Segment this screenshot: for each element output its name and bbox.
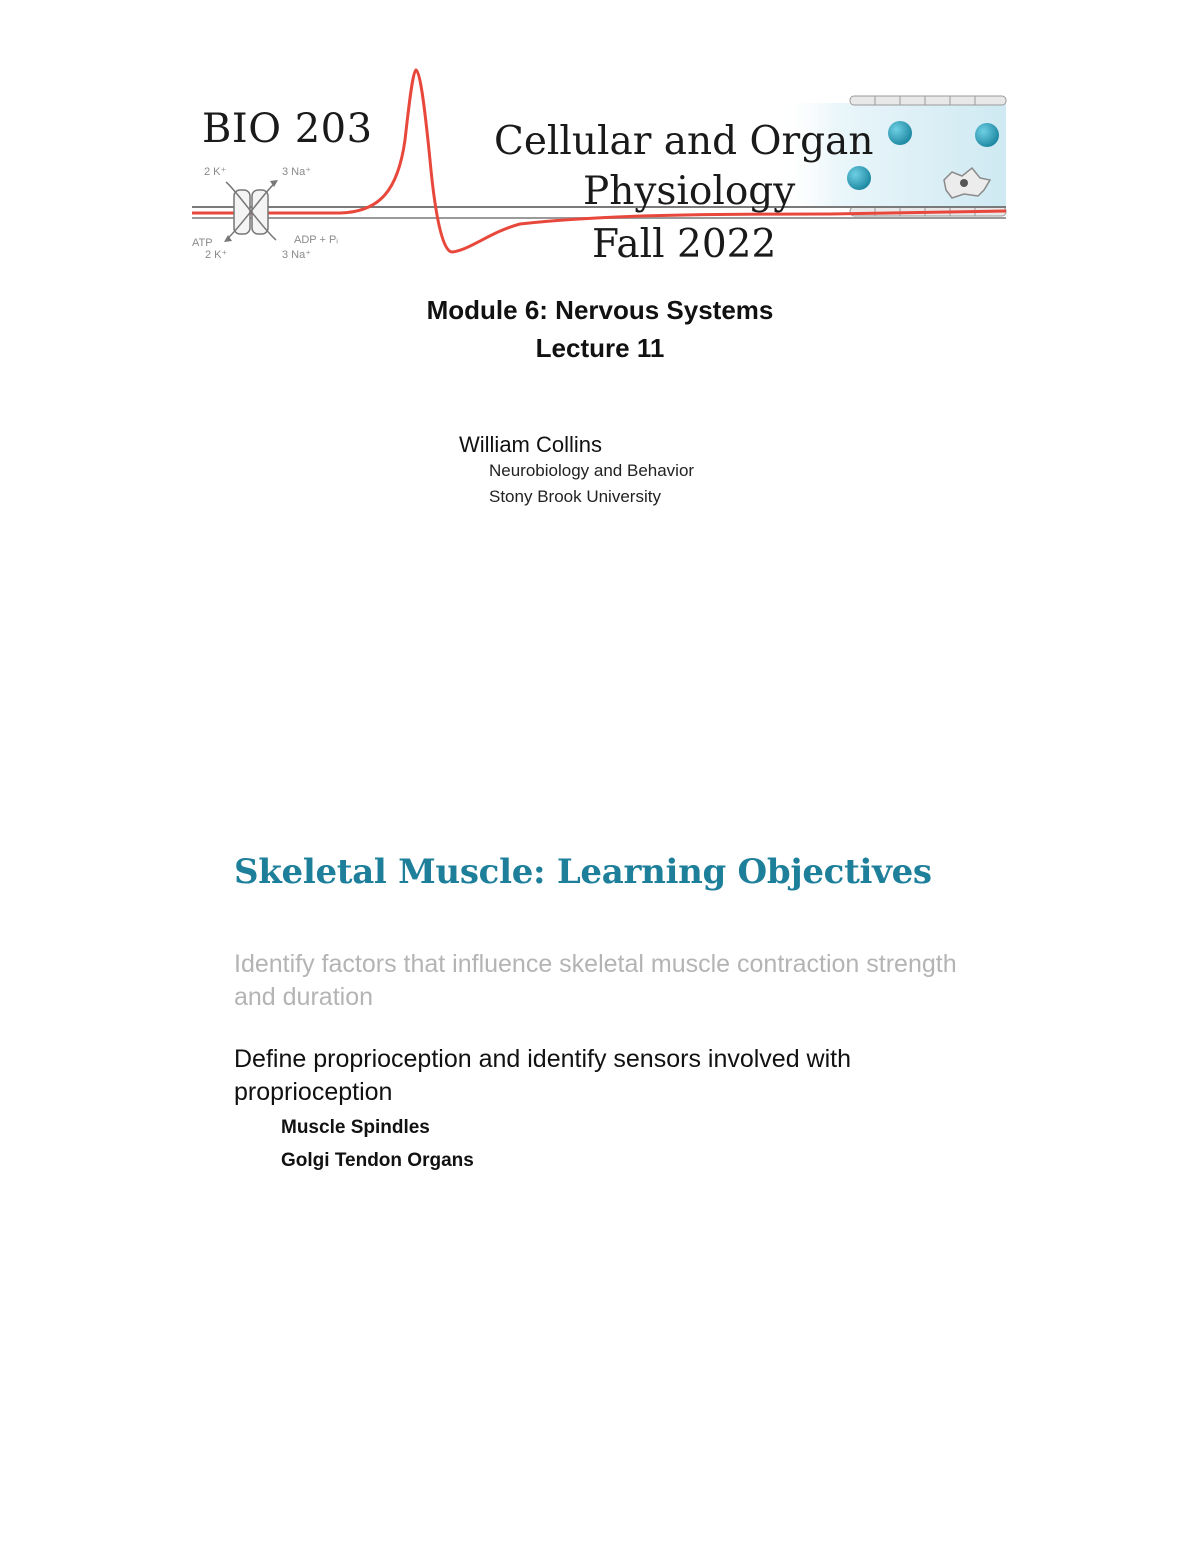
cell-icon xyxy=(975,123,999,147)
course-code: BIO 203 xyxy=(202,106,373,152)
objective-item: Identify factors that influence skeletal muscle contraction strength and duration xyxy=(234,950,957,1011)
ion-pump-icon xyxy=(224,180,278,242)
cell-icon xyxy=(847,166,871,190)
ion-label-k-bottom: 2 K⁺ xyxy=(205,249,228,261)
ion-label-na-bottom: 3 Na⁺ xyxy=(282,249,312,261)
course-title-line2: Physiology xyxy=(583,169,796,214)
vessel-wall-top xyxy=(850,96,1006,105)
ion-label-adp: ADP + Pᵢ xyxy=(294,234,339,246)
author-department: Neurobiology and Behavior xyxy=(489,461,695,480)
ion-label-na-top: 3 Na⁺ xyxy=(282,166,312,178)
course-title-line1: Cellular and Organ xyxy=(494,119,874,164)
objective-item: Define proprioception and identify sensors involved with proprioception xyxy=(234,1045,852,1106)
sensor-item: Golgi Tendon Organs xyxy=(281,1150,474,1171)
lecture-heading: Lecture 11 xyxy=(535,333,665,363)
slide-title: Skeletal Muscle: Learning Objectives xyxy=(234,852,932,892)
course-banner xyxy=(0,0,1200,290)
sensor-item: Muscle Spindles xyxy=(281,1117,430,1138)
ion-label-atp: ATP xyxy=(192,237,213,249)
course-term: Fall 2022 xyxy=(592,222,777,267)
author-university: Stony Brook University xyxy=(489,487,661,506)
cell-icon xyxy=(888,121,912,145)
module-heading: Module 6: Nervous Systems xyxy=(426,295,774,325)
author-name: William Collins xyxy=(459,432,603,457)
ion-label-k-top: 2 K⁺ xyxy=(204,166,227,178)
